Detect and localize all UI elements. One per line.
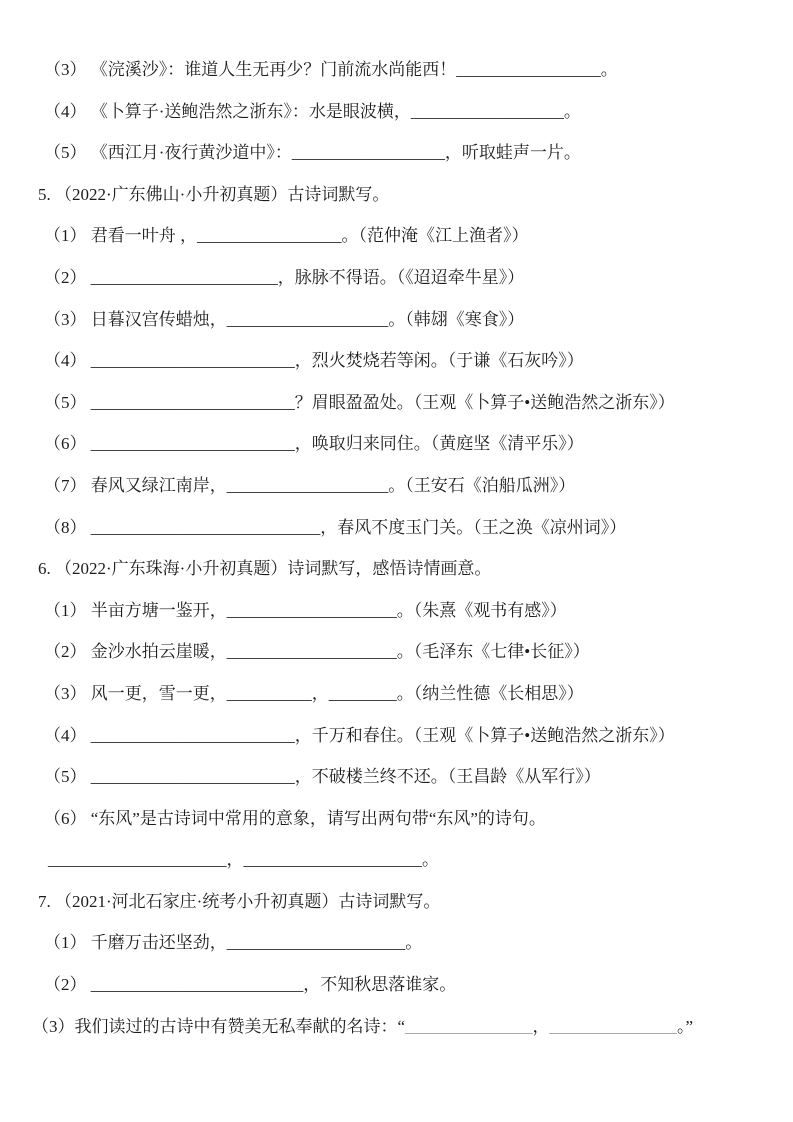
line-text: （2） — [44, 267, 91, 287]
line-text: ，千万和春住。（王观《卜算子•送鲍浩然之浙东》） — [294, 725, 675, 745]
line-text: （3）我们读过的古诗中有赞美无私奉献的名诗：“ — [32, 1016, 406, 1036]
answer-blank: __________ — [226, 683, 312, 703]
answer-blank: _______________ — [549, 1016, 678, 1036]
line-text: （4） — [44, 725, 91, 745]
answer-blank: ____________________ — [226, 600, 397, 620]
line-text: （4） 《卜算子·送鲍浩然之浙东》：水是眼波横， — [44, 101, 411, 121]
line-text: ，听取蛙声一片。 — [444, 143, 581, 163]
line-text: 。（纳兰性德《长相思》） — [396, 683, 584, 703]
line-text: 。” — [677, 1016, 694, 1036]
answer-blank: ___________________ — [226, 475, 389, 495]
answer-blank: _____________________ — [243, 850, 422, 870]
line-text: （1） 千磨万击还坚劲， — [44, 933, 227, 953]
line-text: 。 — [563, 101, 581, 121]
answer-blank: ____________________ — [226, 642, 397, 662]
line-text: ？眉眼盈盈处。（王观《卜算子•送鲍浩然之浙东》） — [294, 392, 675, 412]
line-text: （1） 半亩方塘一鉴开， — [44, 600, 227, 620]
answer-blank: ________________________ — [90, 351, 295, 371]
line-text: ，不知秋思落谁家。 — [303, 975, 457, 995]
line-text: （4） — [44, 351, 91, 371]
answer-blank: _________________ — [197, 226, 342, 246]
question-line — [0, 132, 793, 174]
line-text: （5） — [44, 392, 91, 412]
question-header-line — [0, 174, 793, 216]
question-line — [0, 964, 793, 1006]
question-line — [0, 299, 793, 341]
line-text: ， — [226, 850, 244, 870]
line-text: （1） 君看一叶舟 ， — [44, 226, 197, 246]
answer-blank: ________________________ — [90, 767, 295, 787]
line-text: ，烈火焚烧若等闲。（于谦《石灰吟》） — [294, 351, 584, 371]
question-line — [0, 257, 793, 299]
line-text: 。 — [422, 850, 439, 870]
answer-blank: ________________________ — [90, 392, 295, 412]
question-line — [0, 49, 793, 91]
line-text: 。（韩翃《寒食》） — [388, 309, 525, 329]
question-line — [0, 922, 793, 964]
line-text: 。（朱熹《观书有感》） — [396, 600, 567, 620]
question-line — [0, 715, 793, 757]
question-line — [0, 798, 793, 840]
line-text: ，不破楼兰终不还。（王昌龄《从军行》） — [294, 767, 601, 787]
question-line — [0, 215, 793, 257]
line-text: （5） — [44, 767, 91, 787]
line-text: ，春风不度玉门关。（王之涣《凉州词》） — [320, 517, 627, 537]
line-text: 6. （2022·广东珠海·小升初真题）诗词默写，感悟诗情画意。 — [38, 559, 492, 579]
line-text: 。（范仲淹《江上渔者》） — [341, 226, 529, 246]
line-text: ，唤取归来同住。（黄庭坚《清平乐》） — [294, 434, 584, 454]
line-text: （2） 金沙水拍云崖暖， — [44, 642, 227, 662]
line-text: （8） — [44, 517, 91, 537]
line-text: ， — [532, 1016, 550, 1036]
question-line — [0, 507, 793, 549]
question-line — [0, 839, 793, 881]
question-line — [0, 382, 793, 424]
answer-blank: ______________________ — [90, 267, 278, 287]
answer-blank: ___________________ — [226, 309, 389, 329]
answer-blank: ________________________ — [90, 725, 295, 745]
answer-blank: _______________ — [405, 1016, 533, 1036]
question-line — [0, 465, 793, 507]
line-text: 。（毛泽东《七律•长征》） — [396, 642, 590, 662]
answer-blank: __________________ — [291, 143, 445, 163]
answer-blank: __________________ — [410, 101, 564, 121]
line-text: （6） “东风”是古诗词中常用的意象，请写出两句带“东风”的诗句。 — [44, 808, 546, 828]
question-line — [0, 631, 793, 673]
answer-blank: ________ — [328, 683, 397, 703]
line-text: ，脉脉不得语。（《迢迢牵牛星》） — [277, 267, 525, 287]
question-header-line — [0, 548, 793, 590]
answer-blank: ________________________ — [90, 434, 295, 454]
answer-blank: _____________________ — [226, 933, 406, 953]
question-line — [0, 340, 793, 382]
answer-blank: _____________________ — [48, 850, 227, 870]
line-text: （6） — [44, 434, 91, 454]
line-text: （3） 风一更，雪一更， — [44, 683, 227, 703]
answer-blank: _________________________ — [90, 975, 304, 995]
answer-blank: ___________________________ — [90, 517, 321, 537]
question-header-line — [0, 881, 793, 923]
line-text: 。 — [600, 60, 618, 79]
line-text: （5） 《西江月·夜行黄沙道中》： — [44, 143, 292, 163]
answer-blank: _________________ — [456, 60, 601, 79]
question-line — [0, 756, 793, 798]
question-line — [0, 91, 793, 133]
line-text: 。 — [405, 933, 423, 953]
line-text: （3） 《浣溪沙》：谁道人生无再少？门前流水尚能西！ — [44, 60, 457, 79]
line-text: 。（王安石《泊船瓜洲》） — [388, 475, 576, 495]
line-text: （3） 日暮汉宫传蜡烛， — [44, 309, 227, 329]
question-line — [0, 423, 793, 465]
line-text: （2） — [44, 975, 91, 995]
question-line — [0, 1006, 793, 1048]
line-text: ， — [311, 683, 329, 703]
line-text: 5. （2022·广东佛山·小升初真题）古诗词默写。 — [38, 184, 390, 204]
line-text: （7） 春风又绿江南岸， — [44, 475, 227, 495]
question-line — [0, 673, 793, 715]
line-text: 7. （2021·河北石家庄·统考小升初真题）古诗词默写。 — [38, 891, 441, 911]
question-line — [0, 590, 793, 632]
